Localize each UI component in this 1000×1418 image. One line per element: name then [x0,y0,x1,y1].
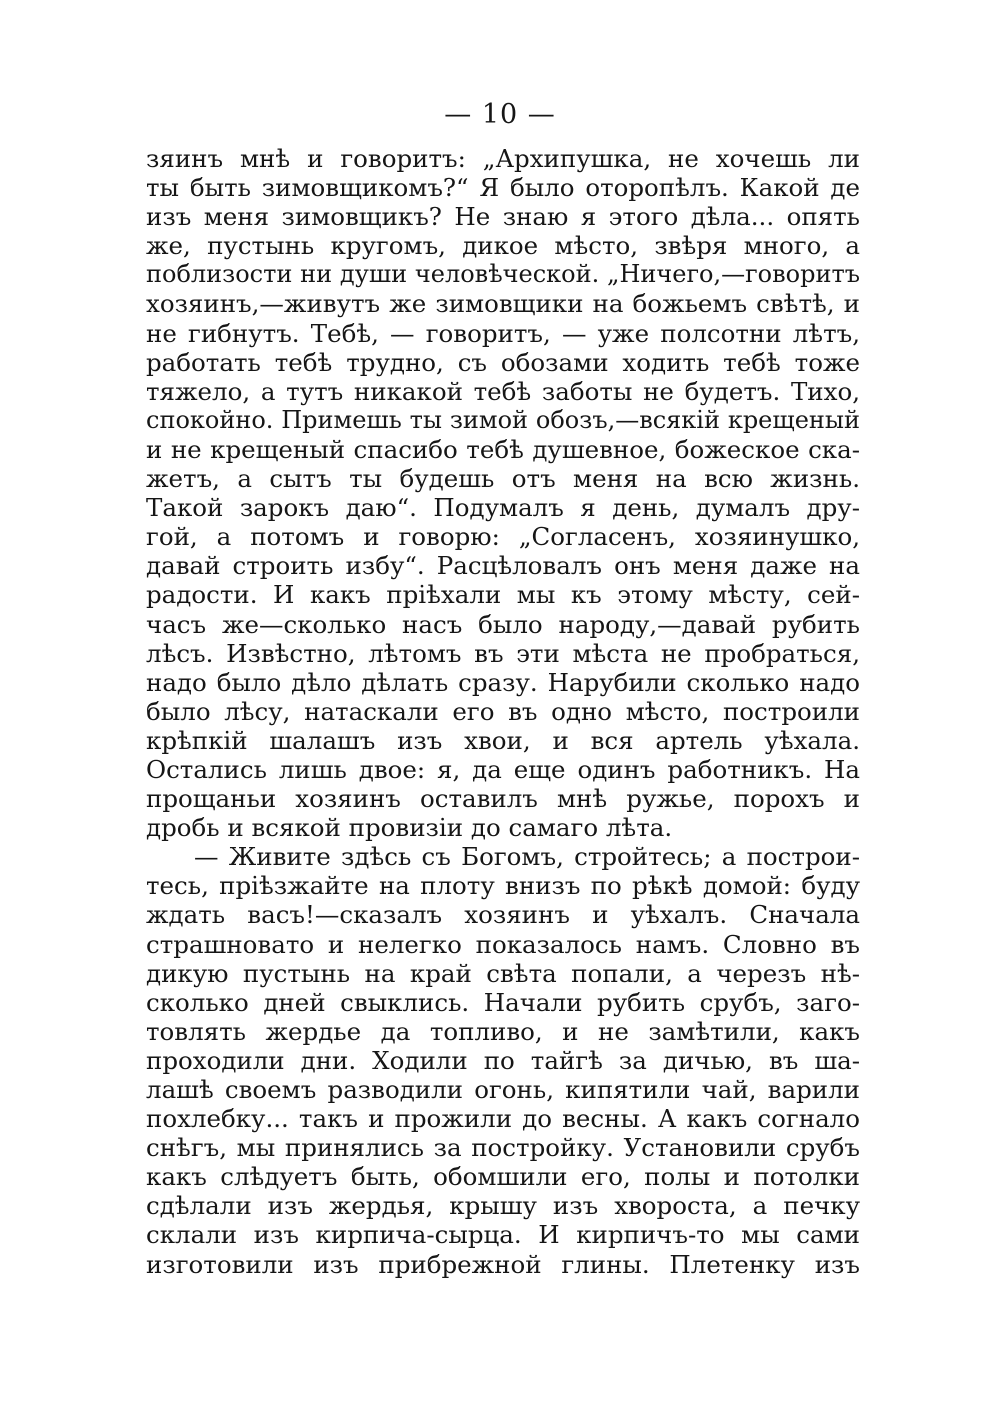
text-line: сколько дней свыклись. Начали рубить срубъ, заго- [146,987,860,1017]
text-line: часъ же—сколько насъ было народу,—давай рубить [146,609,860,639]
text-line: жетъ, а сытъ ты будешь отъ меня на всю жизнь. [146,464,860,494]
text-line: было лѣсу, натаскали его въ одно мѣсто, построили [146,696,860,726]
text-line: Такой зарокъ даю“. Подумалъ я день, думалъ дру- [146,493,860,523]
text-line: похлебку... такъ и прожили до весны. А какъ согнало [146,1104,860,1134]
text-line: проходили дни. Ходили по тайгѣ за дичью, въ ша- [146,1045,860,1075]
text-line: и не крещеный спасибо тебѣ душевное, божеское ска- [146,434,860,464]
text-line: ты быть зимовщикомъ?“ Я было оторопѣлъ. Какой де [146,173,860,203]
text-line: сдѣлали изъ жердья, крышу изъ хвороста, а печку [146,1191,860,1221]
text-line: крѣпкій шалашъ изъ хвои, и вся артель уѣхала. [146,725,860,755]
text-line: не гибнутъ. Тебѣ, — говоритъ, — уже полсотни лѣтъ, [146,318,860,348]
text-line: же, пустынь кругомъ, дикое мѣсто, звѣря много, а [146,231,860,261]
text-line: страшновато и нелегко показалось намъ. Словно въ [146,929,860,959]
text-line: поблизости ни души человѣческой. „Ничего,—говоритъ [146,260,860,289]
text-line: тяжело, а тутъ никакой тебѣ заботы не будетъ. Тихо, [146,376,860,406]
text-line: изготовили изъ прибрежной глины. Плетенку изъ [146,1249,860,1279]
body-text [146,144,860,1279]
paragraph-end-line: дробь и всякой провизіи до самаго лѣта. [146,813,673,843]
text-line: какъ слѣдуетъ быть, обомшили его, полы и потолки [146,1162,860,1192]
text-line: Остались лишь двое: я, да еще одинъ работникъ. На [146,754,860,784]
text-line: изъ меня зимовщикъ? Не знаю я этого дѣла... опять [146,202,860,232]
text-line: тесь, пріѣзжайте на плоту внизъ по рѣкѣ домой: буду [146,871,860,901]
text-line: склали изъ кирпича-сырца. И кирпичъ-то мы сами [146,1220,860,1250]
paragraph-start-line: — Живите здѣсь съ Богомъ, стройтесь; а построи- [194,842,860,872]
text-line: гой, а потомъ и говорю: „Согласенъ, хозяинушко, [146,522,860,552]
text-line: давай строить избу“. Расцѣловалъ онъ меня даже на [146,551,860,581]
text-line: прощаньи хозяинъ оставилъ мнѣ ружье, порохъ и [146,784,860,814]
text-line: спокойно. Примешь ты зимой обозъ,—всякій крещеный [146,405,860,434]
text-line: ждать васъ!—сказалъ хозяинъ и уѣхалъ. Сначала [146,900,860,930]
text-line: зяинъ мнѣ и говоритъ: „Архипушка, не хочешь ли [146,144,860,173]
text-line: лѣсъ. Извѣстно, лѣтомъ въ эти мѣста не пробраться, [146,638,860,668]
text-line: хозяинъ,—живутъ же зимовщики на божьемъ свѣтѣ, и [146,289,860,319]
text-line: надо было дѣло дѣлать сразу. Нарубили сколько надо [146,667,860,697]
text-line: снѣгъ, мы принялись за постройку. Установили срубъ [146,1133,860,1163]
page-number: — 10 — [444,99,556,130]
text-line: работать тебѣ трудно, съ обозами ходить тебѣ тоже [146,347,860,377]
text-line: радости. И какъ пріѣхали мы къ этому мѣсту, сей- [146,580,860,610]
text-line: дикую пустынь на край свѣта попали, а черезъ нѣ- [146,958,860,988]
text-line: лашѣ своемъ разводили огонь, кипятили чай, варили [146,1075,860,1104]
text-line: товлять жердье да топливо, и не замѣтили, какъ [146,1016,860,1046]
